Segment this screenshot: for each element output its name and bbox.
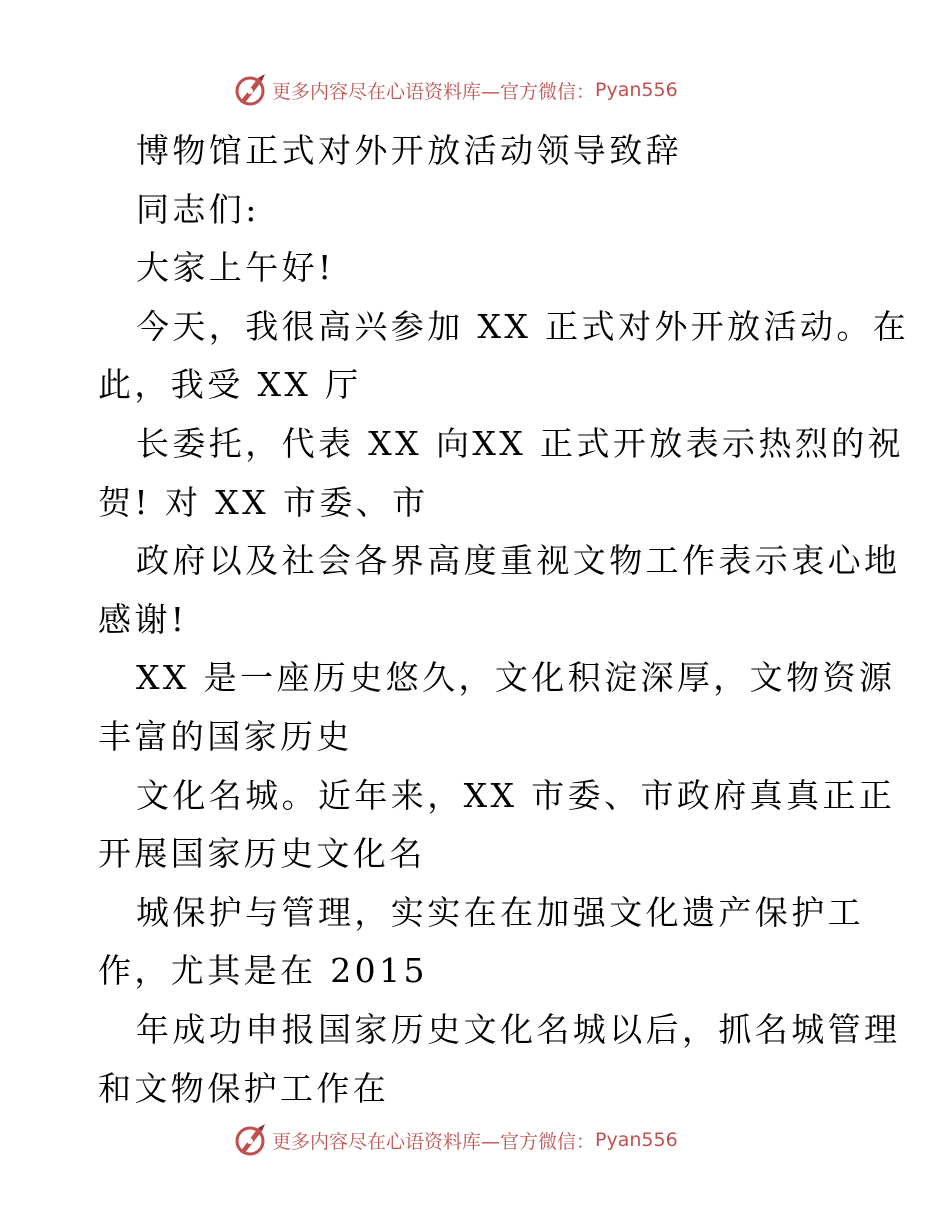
salutation: 同志们:: [136, 189, 260, 229]
text-line: 城保护与管理，实实在在加强文化遗产保护工: [136, 892, 864, 932]
text-line: 开展国家历史文化名: [98, 834, 426, 874]
text-line: 今天，我很高兴参加 XX 正式对外开放活动。在: [136, 306, 910, 346]
greeting: 大家上午好!: [136, 248, 335, 288]
banner-wechat-id: Pyan556: [595, 79, 678, 101]
document-body: [98, 122, 910, 1118]
text-line: 丰富的国家历史: [98, 716, 353, 756]
text-line: 此，我受 XX 厅: [98, 365, 362, 405]
text-line: 和文物保护工作在: [98, 1068, 390, 1108]
feather-pen-logo-icon: [232, 72, 268, 108]
banner-text: 更多内容尽在心语资料库—官方微信：: [272, 1130, 596, 1153]
text-line: 作，尤其是在 2015: [98, 951, 428, 991]
banner-wechat-id: Pyan556: [595, 1129, 678, 1151]
text-line: 政府以及社会各界高度重视文物工作表示衷心地: [136, 541, 901, 581]
text-line: 贺! 对 XX 市委、市: [98, 482, 429, 522]
text-line: 年成功申报国家历史文化名城以后，抓名城管理: [136, 1009, 901, 1049]
feather-pen-logo-icon: [232, 1122, 268, 1158]
text-line: 感谢!: [98, 599, 188, 639]
footer-banner: [232, 1120, 678, 1160]
header-banner: [232, 70, 678, 110]
banner-text: 更多内容尽在心语资料库—官方微信：: [272, 80, 596, 103]
text-line: XX 是一座历史悠久，文化积淀深厚，文物资源: [136, 658, 896, 698]
text-line: 文化名城。近年来，XX 市委、市政府真真正正: [136, 775, 896, 815]
text-line: 长委托，代表 XX 向XX 正式开放表示热烈的祝: [136, 423, 905, 463]
document-title: 博物馆正式对外开放活动领导致辞: [136, 131, 682, 170]
